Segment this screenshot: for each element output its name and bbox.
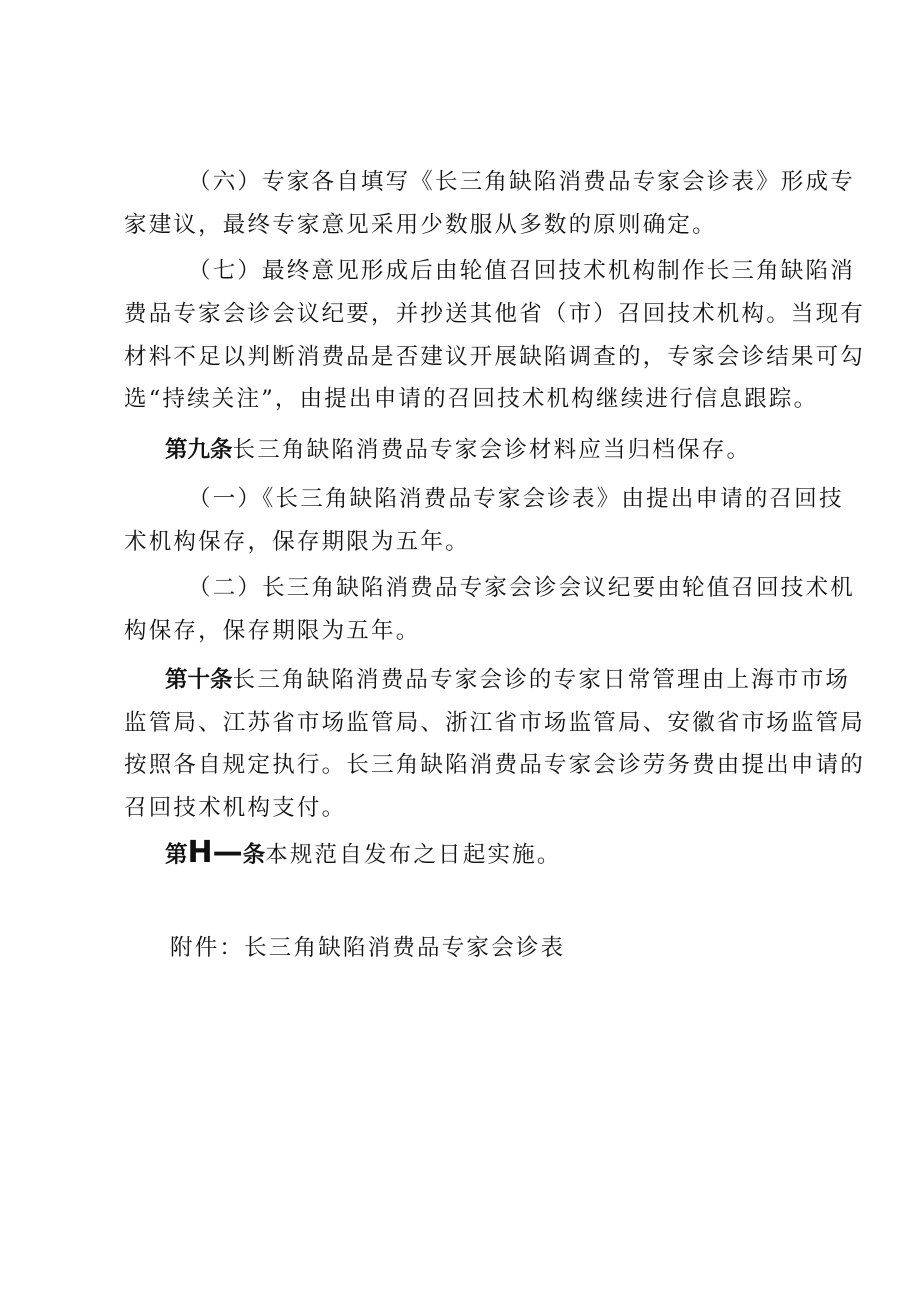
- article11-label-prefix: 第: [165, 842, 188, 868]
- item1-line1: （一）《长三角缺陷消费品专家会诊表》由提出申请的召回技: [188, 486, 844, 512]
- article9-paragraph: [165, 434, 751, 466]
- article11-text: 本规范自发布之日起实施。: [265, 842, 562, 868]
- article11-paragraph: [165, 837, 562, 871]
- para7-line4: 选“持续关注”，由提出申请的召回技术机构继续进行信息跟踪。: [124, 386, 819, 412]
- para6-line2: 家建议，最终专家意见采用少数服从多数的原则确定。: [124, 212, 717, 238]
- article9-text: 长三角缺陷消费品专家会诊材料应当归档保存。: [232, 437, 752, 463]
- article10-line1: [165, 664, 850, 696]
- article9-label: 第九条: [165, 437, 233, 463]
- attachment-line: 附件：长三角缺陷消费品专家会诊表: [170, 935, 566, 961]
- article11-label-suffix: 条: [242, 842, 266, 868]
- article11-label-mid: H—: [187, 835, 243, 870]
- para7-line2: 费品专家会诊会议纪要，并抄送其他省（市）召回技术机构。当现有: [124, 301, 866, 327]
- para6-line1: （六）专家各自填写《长三角缺陷消费品专家会诊表》形成专: [188, 169, 855, 195]
- article10-line4: 召回技术机构支付。: [124, 795, 347, 821]
- article10-text: 长三角缺陷消费品专家会诊的专家日常管理由上海市市场: [232, 667, 851, 693]
- article10-line2: 监管局、江苏省市场监管局、浙江省市场监管局、安徽省市场监管局: [124, 710, 866, 736]
- item2-line2: 构保存，保存期限为五年。: [124, 618, 421, 644]
- article10-line3: 按照各自规定执行。长三角缺陷消费品专家会诊劳务费由提出申请的: [124, 752, 866, 778]
- item2-line1: （二）长三角缺陷消费品专家会诊会议纪要由轮值召回技术机: [188, 575, 855, 601]
- para7-line1: （七）最终意见形成后由轮值召回技术机构制作长三角缺陷消: [188, 258, 855, 284]
- para7-line3: 材料不足以判断消费品是否建议开展缺陷调查的，专家会诊结果可勾: [124, 344, 866, 370]
- item1-line2: 术机构保存，保存期限为五年。: [124, 529, 470, 555]
- article10-label: 第十条: [165, 667, 233, 693]
